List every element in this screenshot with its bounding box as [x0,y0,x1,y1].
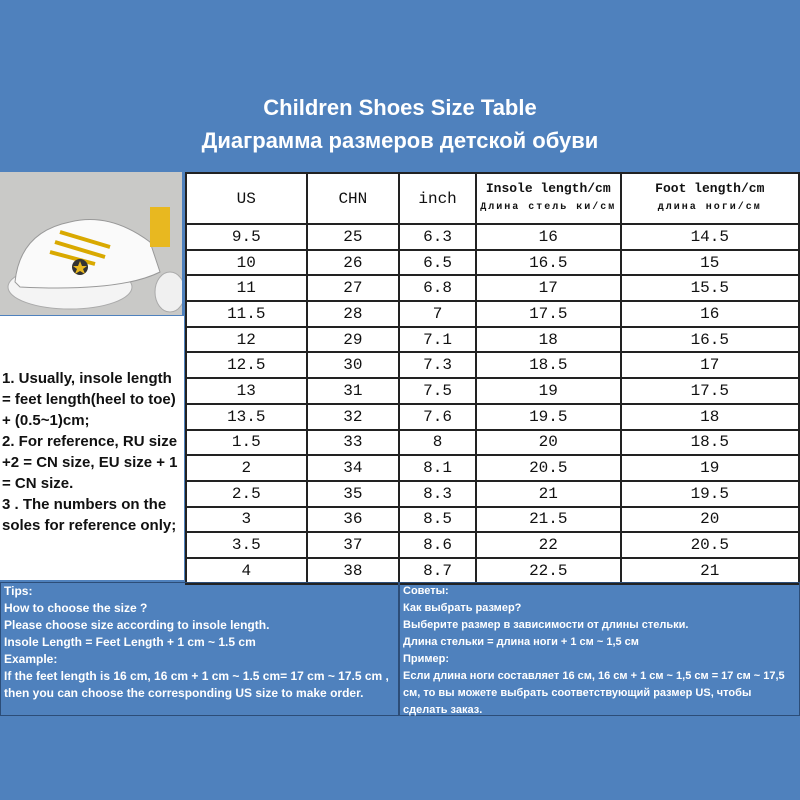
cell-inch: 8 [399,430,476,456]
cell-foot: 14.5 [621,224,799,250]
note-1: 1. Usually, insole length = feet length(heel to toe) + (0.5~1)cm; [2,370,176,429]
cell-insole: 22 [476,532,621,558]
header-inch: inch [399,173,476,224]
cell-chn: 34 [307,455,400,481]
tip-line: Please choose size according to insole length. [4,618,270,632]
cell-us: 2 [186,455,307,481]
table-row [186,301,799,327]
cell-chn: 27 [307,275,400,301]
cell-us: 4 [186,558,307,584]
cell-inch: 7.3 [399,352,476,378]
tip-line: How to choose the size ? [4,601,148,615]
cell-us: 11.5 [186,301,307,327]
cell-chn: 25 [307,224,400,250]
size-notes [0,316,184,580]
cell-chn: 38 [307,558,400,584]
table-row [186,404,799,430]
cell-insole: 16.5 [476,250,621,276]
cell-inch: 8.7 [399,558,476,584]
cell-chn: 32 [307,404,400,430]
table-row [186,250,799,276]
tip-line: Пример: [403,653,450,665]
cell-foot: 21 [621,558,799,584]
cell-inch: 6.5 [399,250,476,276]
header-us: US [186,173,307,224]
cell-insole: 16 [476,224,621,250]
cell-inch: 7.6 [399,404,476,430]
cell-insole: 20.5 [476,455,621,481]
cell-foot: 19.5 [621,481,799,507]
note-2: 2. For reference, RU size +2 = CN size, EU size + 1 = CN size. [2,433,178,492]
cell-insole: 17.5 [476,301,621,327]
cell-us: 2.5 [186,481,307,507]
tip-line: Длина стельки = длина ноги + 1 см ~ 1,5 см [403,636,639,648]
cell-insole: 19.5 [476,404,621,430]
cell-us: 9.5 [186,224,307,250]
table-row [186,532,799,558]
table-row [186,430,799,456]
tip-line: Советы: [403,585,449,597]
cell-insole: 20 [476,430,621,456]
header-insole: Insole length/cm Длина стель ки/см [476,173,621,224]
table-row [186,455,799,481]
header-foot: Foot length/cm длина ноги/см [621,173,799,224]
tip-line: Tips: [4,584,33,598]
table-row [186,378,799,404]
size-table [185,172,800,585]
cell-inch: 7.1 [399,327,476,353]
cell-foot: 15.5 [621,275,799,301]
cell-us: 11 [186,275,307,301]
cell-insole: 21 [476,481,621,507]
cell-foot: 18.5 [621,430,799,456]
tip-line: Выберите размер в зависимости от длины стельки. [403,619,689,631]
cell-foot: 19 [621,455,799,481]
cell-inch: 7.5 [399,378,476,404]
tip-line: If the feet length is 16 cm, 16 cm + 1 cm ~ 1.5 cm= 17 cm ~ 17.5 cm , then you can choose the corresponding US size to make order. [4,669,389,700]
cell-foot: 16 [621,301,799,327]
tip-line: Insole Length = Feet Length + 1 cm ~ 1.5 cm [4,635,256,649]
cell-us: 13 [186,378,307,404]
cell-chn: 30 [307,352,400,378]
cell-chn: 28 [307,301,400,327]
cell-chn: 26 [307,250,400,276]
tips-russian [399,582,800,716]
cell-insole: 18.5 [476,352,621,378]
table-row [186,558,799,584]
cell-foot: 18 [621,404,799,430]
cell-us: 10 [186,250,307,276]
cell-inch: 7 [399,301,476,327]
cell-chn: 36 [307,507,400,533]
cell-inch: 6.3 [399,224,476,250]
table-row [186,224,799,250]
cell-chn: 35 [307,481,400,507]
cell-insole: 19 [476,378,621,404]
tip-line: Если длина ноги составляет 16 см, 16 см + 1 см ~ 1,5 см = 17 см ~ 17,5 см, то вы можете выбрать соответствующий размер US, чтобы сделать заказ. [403,670,785,716]
cell-foot: 20.5 [621,532,799,558]
cell-foot: 20 [621,507,799,533]
table-row [186,352,799,378]
tips-english [0,582,399,716]
cell-inch: 8.3 [399,481,476,507]
cell-chn: 33 [307,430,400,456]
cell-us: 1.5 [186,430,307,456]
cell-inch: 6.8 [399,275,476,301]
cell-us: 13.5 [186,404,307,430]
cell-insole: 17 [476,275,621,301]
cell-insole: 21.5 [476,507,621,533]
cell-us: 12 [186,327,307,353]
cell-foot: 16.5 [621,327,799,353]
cell-us: 3.5 [186,532,307,558]
cell-inch: 8.5 [399,507,476,533]
cell-chn: 29 [307,327,400,353]
title-russian: Диаграмма размеров детской обуви [201,128,599,153]
cell-chn: 37 [307,532,400,558]
cell-inch: 8.6 [399,532,476,558]
cell-chn: 31 [307,378,400,404]
cell-us: 3 [186,507,307,533]
table-row [186,507,799,533]
header-chn: CHN [307,173,400,224]
table-row [186,275,799,301]
cell-foot: 15 [621,250,799,276]
cell-us: 12.5 [186,352,307,378]
tip-line: Example: [4,652,58,666]
cell-foot: 17 [621,352,799,378]
note-3: 3 . The numbers on the soles for reference only; [2,496,177,534]
tip-line: Как выбрать размер? [403,602,522,614]
table-row [186,327,799,353]
cell-foot: 17.5 [621,378,799,404]
cell-inch: 8.1 [399,455,476,481]
title-english: Children Shoes Size Table [263,95,537,120]
cell-insole: 18 [476,327,621,353]
shoe-photo [0,172,182,315]
table-row [186,481,799,507]
cell-insole: 22.5 [476,558,621,584]
